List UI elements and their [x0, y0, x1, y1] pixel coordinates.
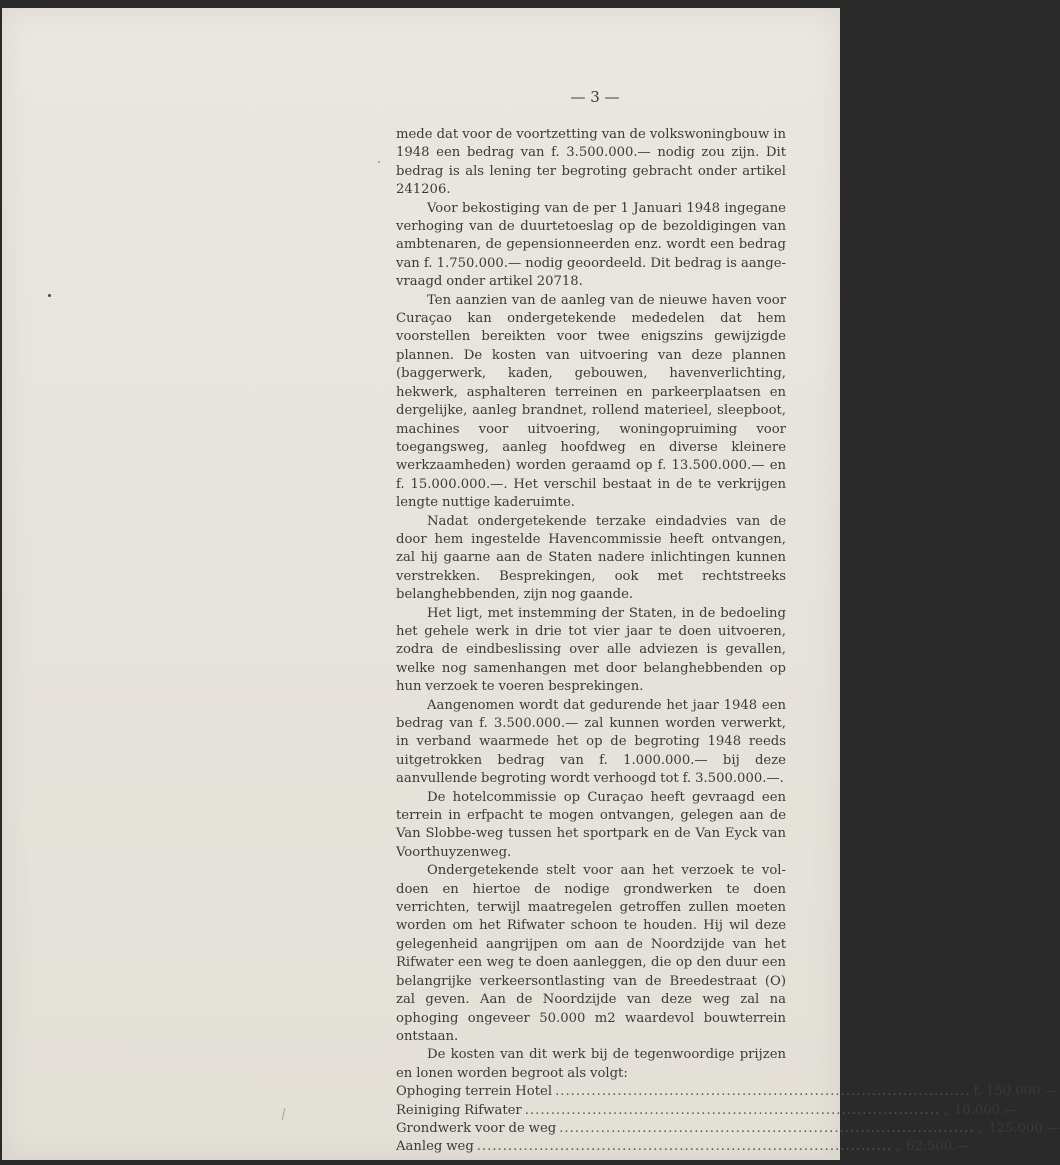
- cost-row: [396, 1102, 1018, 1120]
- cost-label: Aanleg weg: [396, 1139, 474, 1155]
- dot-leader: ................................................................................: [559, 1120, 975, 1136]
- paragraph-rifwater: Ondergetekende stelt voor aan het verzoek te voldoen en hiertoe de nodige grondwerken te doen verrichten, terwijl maatregelen getroffen zullen moeten worden om het Rifwater schoon te houden. Hij wil deze gelegenheid aangrijpen om aan de Noordzijde van het Rifwater een weg te doen aanleggen, die op den duur een belangrijke verkeersontlasting van de Breedestraat (O) zal geven. Aan de Noordzijde van deze weg zal na ophoging ongeveer 50.000 m2 waardevol bouwterrein ontstaan.: [396, 863, 786, 1044]
- page-number: — 3 —: [570, 88, 620, 106]
- paper-speck: [378, 161, 380, 163]
- paragraph-duurtetoeslag: Voor bekostiging van de per 1 Januari 1948 ingegane verhoging van de duurtetoeslag op de bezoldigingen van ambtenaren, de gepensionneerden enz. wordt een bedrag van f. 1.750.000.— nodig geoordeeld. Dit bedrag is aangevraagd onder artikel 20718.: [396, 200, 786, 290]
- paragraph-havencommissie: Nadat ondergetekende terzake eindadvies van de door hem ingestelde Havencommissie heeft ontvangen, zal hij gaarne aan de Staten nadere inlichtingen kunnen verstrekken. Besprekingen, ook met rechtstreeks belanghebbenden, zijn nog gaande.: [396, 513, 786, 603]
- cost-row: [396, 1083, 1058, 1101]
- paragraph-begroting-1948: Aangenomen wordt dat gedurende het jaar 1948 een bedrag van f. 3.500.000.— zal kunnen worden verwerkt, in verband waarmede het op de begroting 1948 reeds uitgetrokken bedrag van f. 1.000.000.— bij deze aanvullende begroting wordt verhoogd tot f. 3.500.000.—.: [396, 697, 786, 787]
- paragraph-volkswoningbouw: mede dat voor de voortzetting van de volkswoningbouw in 1948 een bedrag van f. 3.500.000.— nodig zou zijn. Dit bedrag is als lening ter begroting gebracht onder artikel 241206.: [396, 127, 786, 198]
- cost-row: [396, 1138, 970, 1156]
- cost-label: Reiniging Rifwater: [396, 1102, 522, 1118]
- paper-speck: [48, 294, 51, 297]
- dot-leader: ................................................................................: [555, 1084, 971, 1100]
- cost-amount: „ 10.000.—: [943, 1102, 1018, 1118]
- document-body: [396, 126, 1060, 1157]
- cost-amount: „ 62.500.—: [895, 1139, 970, 1155]
- paragraph-kosten-intro: De kosten van dit werk bij de tegenwoordige prijzen en lonen worden begroot als volgt:: [396, 1047, 786, 1081]
- dot-leader: ................................................................................: [524, 1102, 941, 1118]
- cost-table: [396, 1083, 1060, 1157]
- paragraph-uitvoering: Het ligt, met instemming der Staten, in de bedoeling het gehele werk in drie tot vier jaar te doen uitvoeren, zodra de eindbeslissing over alle adviezen is gevallen, welke nog samenhangen met door belanghebbenden op hun verzoek te voeren besprekingen.: [396, 605, 786, 695]
- cost-label: Grondwerk voor de weg: [396, 1120, 557, 1136]
- cost-row: [396, 1120, 1060, 1138]
- paragraph-hotelcommissie: De hotelcommissie op Curaçao heeft gevraagd een terrein in erfpacht te mogen ontvangen, gelegen aan de Van Slobbe-weg tussen het sportpark en de Van Eyck van Voorthuyzenweg.: [396, 789, 786, 860]
- pencil-mark: [282, 1108, 285, 1120]
- paragraph-nieuwe-haven: Ten aanzien van de aanleg van de nieuwe haven voor Curaçao kan ondergetekende mededelen dat hem voorstellen bereikten voor twee enigszins gewijzigde plannen. De kosten van uitvoering van deze plannen (baggerwerk, kaden, gebouwen, havenverlichting, hekwerk, asphalteren terreinen en parkeerplaatsen en dergelijke, aanleg brandnet, rollend materieel, sleepboot, machines voor uitvoering, woningopruiming voor toegangsweg, aanleg hoofdweg en diverse kleinere werkzaamheden) worden geraamd op f. 13.500.000.— en f. 15.000.000.—. Het verschil bestaat in de te verkrijgen lengte nuttige kaderuimte.: [396, 292, 786, 511]
- cost-amount: f. 150.000.—: [973, 1084, 1058, 1100]
- dot-leader: ................................................................................: [476, 1139, 893, 1155]
- cost-label: Ophoging terrein Hotel: [396, 1084, 553, 1100]
- cost-amount: „ 125.000.—: [977, 1120, 1060, 1136]
